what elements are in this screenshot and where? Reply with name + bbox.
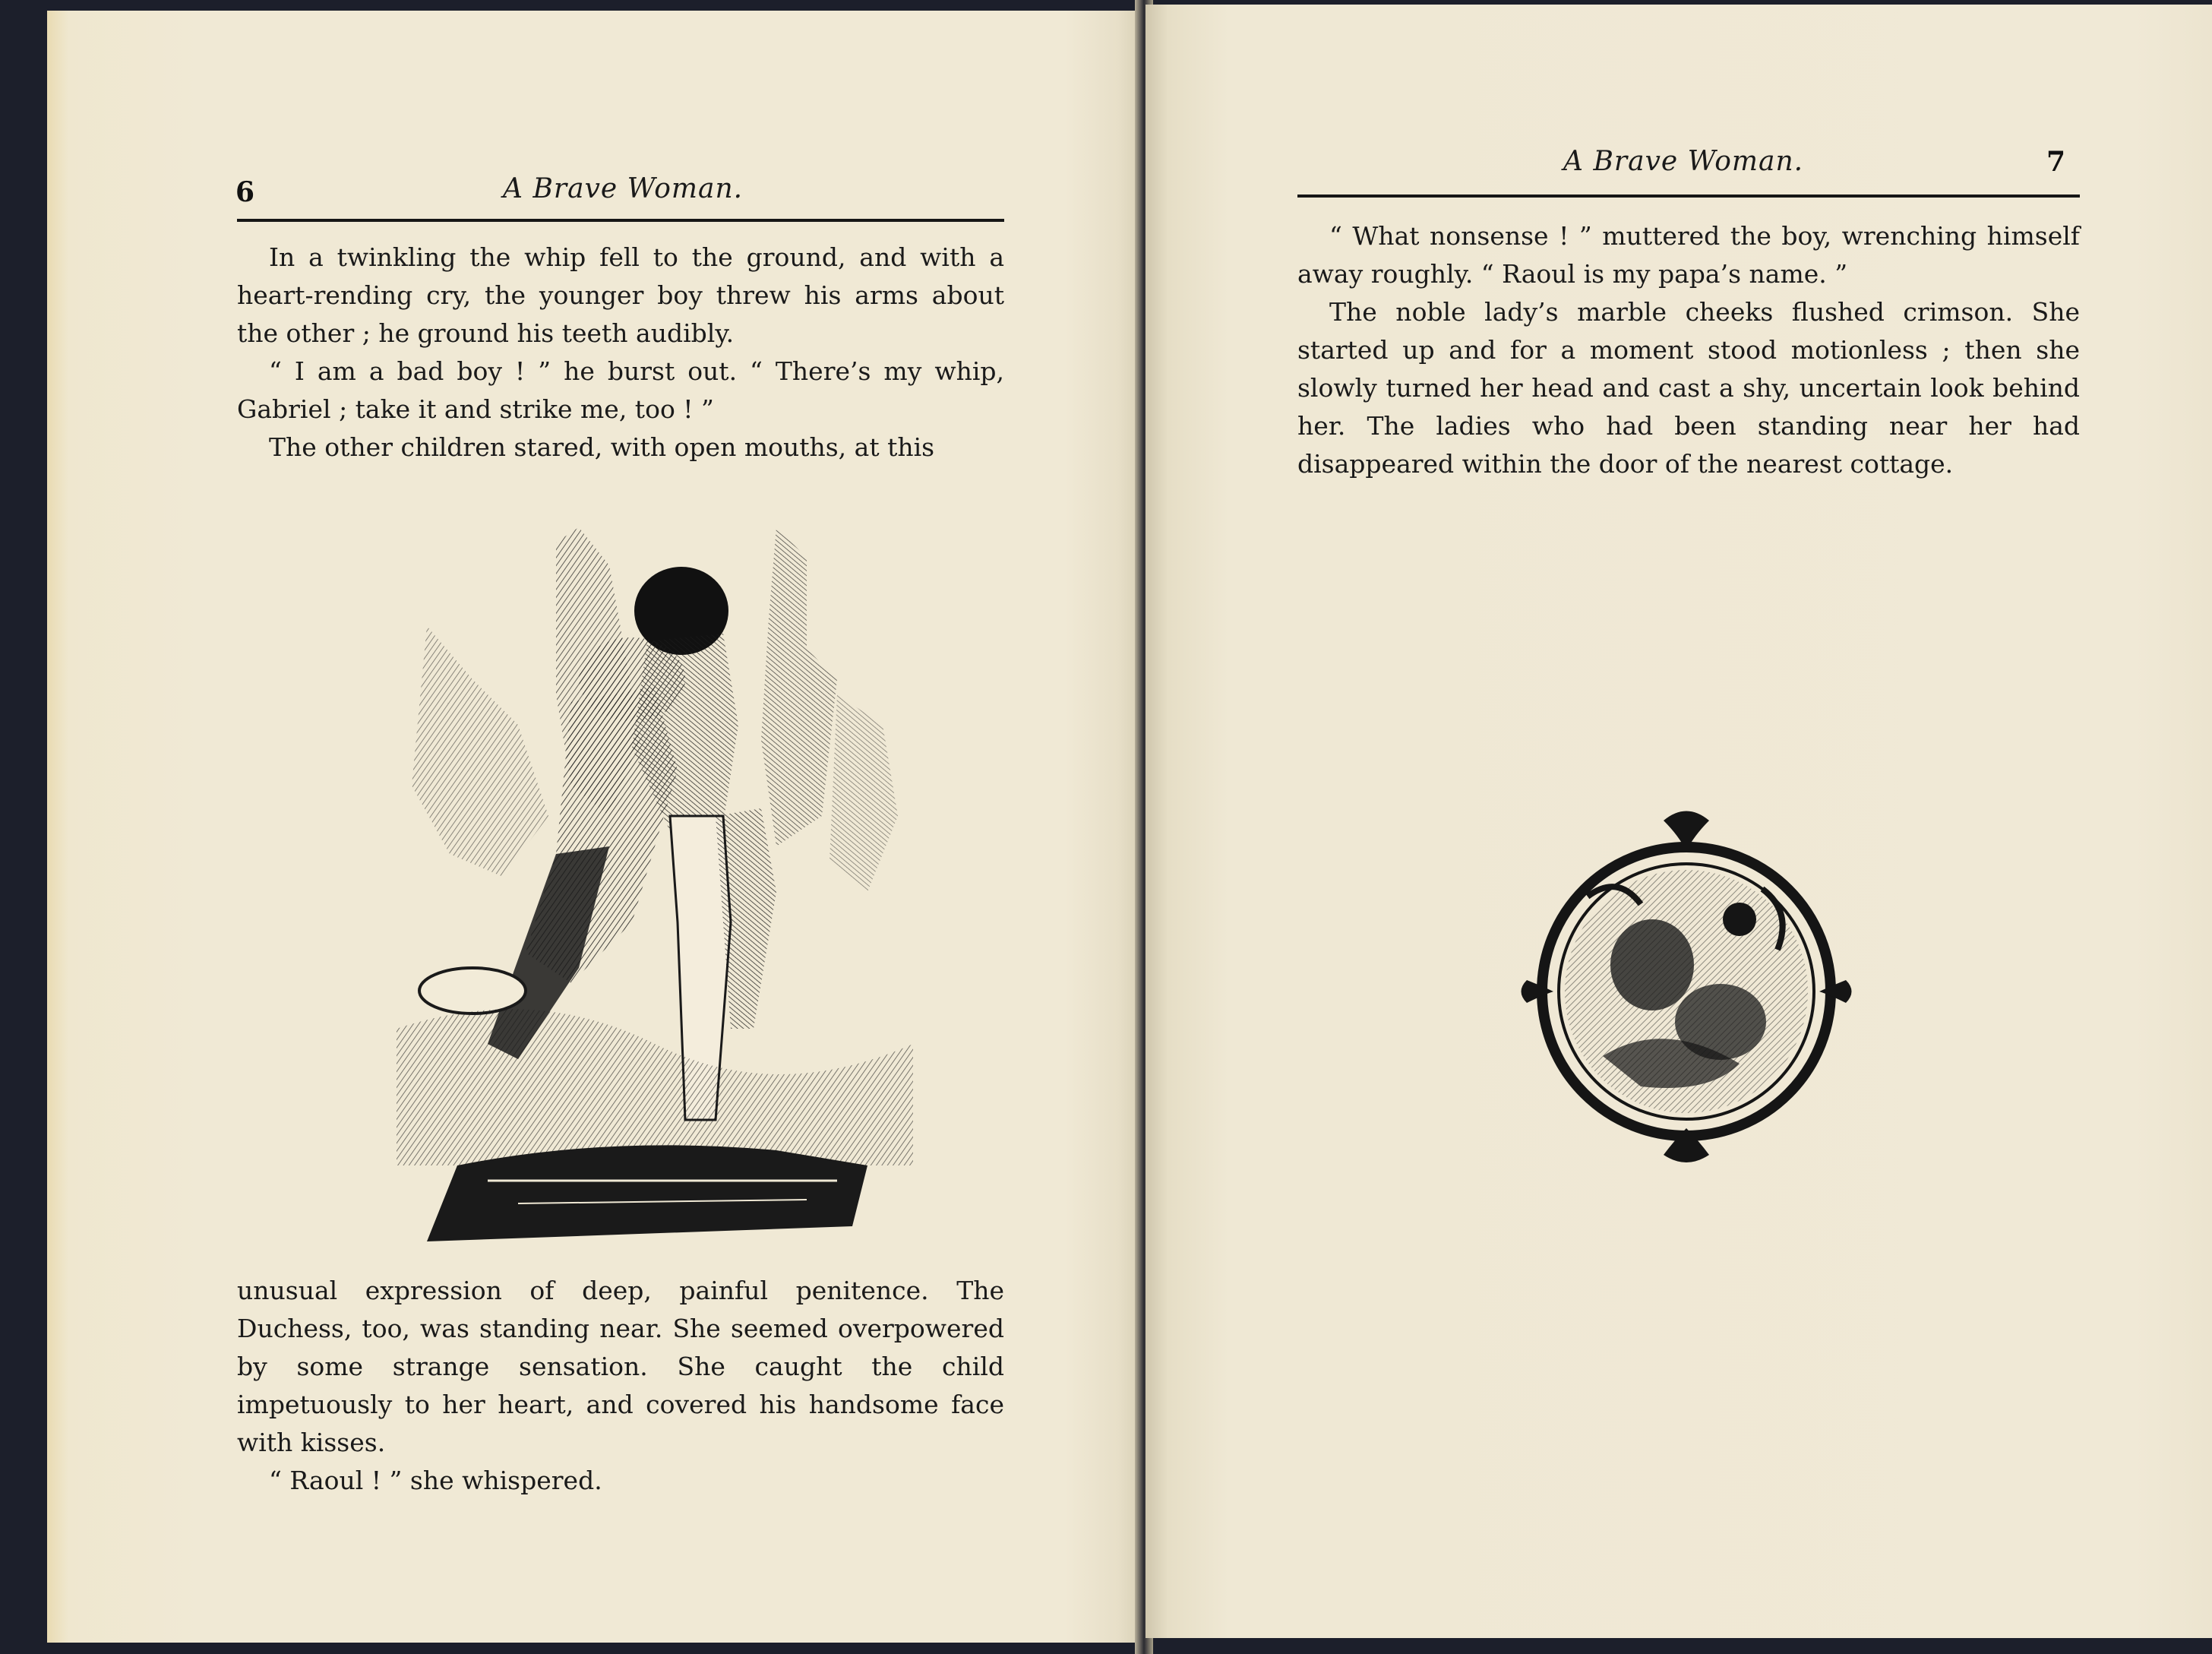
text-block-top bbox=[237, 239, 1004, 466]
paragraph: The other children stared, with open mouths, at this bbox=[269, 432, 935, 462]
decorative-vignette-icon bbox=[1512, 805, 1861, 1170]
text-block-bottom bbox=[237, 1272, 1004, 1500]
text-block-right bbox=[1297, 217, 2080, 483]
paragraph: In a twinkling the whip fell to the ground, and with a heart-rending cry, the younger boy threw his arms about the other ; he ground his teeth audibly. bbox=[237, 242, 1004, 348]
header-rule-right bbox=[1297, 194, 2080, 198]
page-number-left: 6 bbox=[235, 176, 255, 208]
page-number-right: 7 bbox=[2046, 146, 2066, 178]
left-page bbox=[47, 11, 1141, 1643]
engraving-illustration bbox=[381, 497, 928, 1257]
running-head-right: A Brave Woman. bbox=[1563, 146, 1804, 177]
paragraph: The noble lady’s marble cheeks flushed crimson. She started up and for a moment stood motionless ; then she slowly turned her head and cast a shy, uncertain look behind her. The ladies who had been standing near her had disappeared within the door of the nearest cottage. bbox=[1297, 297, 2080, 479]
paragraph: “ Raoul ! ” she whispered. bbox=[269, 1466, 602, 1495]
running-head-left: A Brave Woman. bbox=[503, 173, 744, 204]
paragraph: unusual expression of deep, painful penitence. The Duchess, too, was standing near. She seemed overpowered by some strange sensation. She caught the child impetuously to her heart, and covered his handsome face with kisses. bbox=[237, 1276, 1004, 1457]
paragraph: “ What nonsense ! ” muttered the boy, wrenching himself away roughly. “ Raoul is my papa’s name. ” bbox=[1297, 221, 2080, 289]
paragraph: “ I am a bad boy ! ” he burst out. “ There’s my whip, Gabriel ; take it and strike me, too ! ” bbox=[237, 356, 1004, 424]
header-rule-left bbox=[237, 219, 1004, 222]
